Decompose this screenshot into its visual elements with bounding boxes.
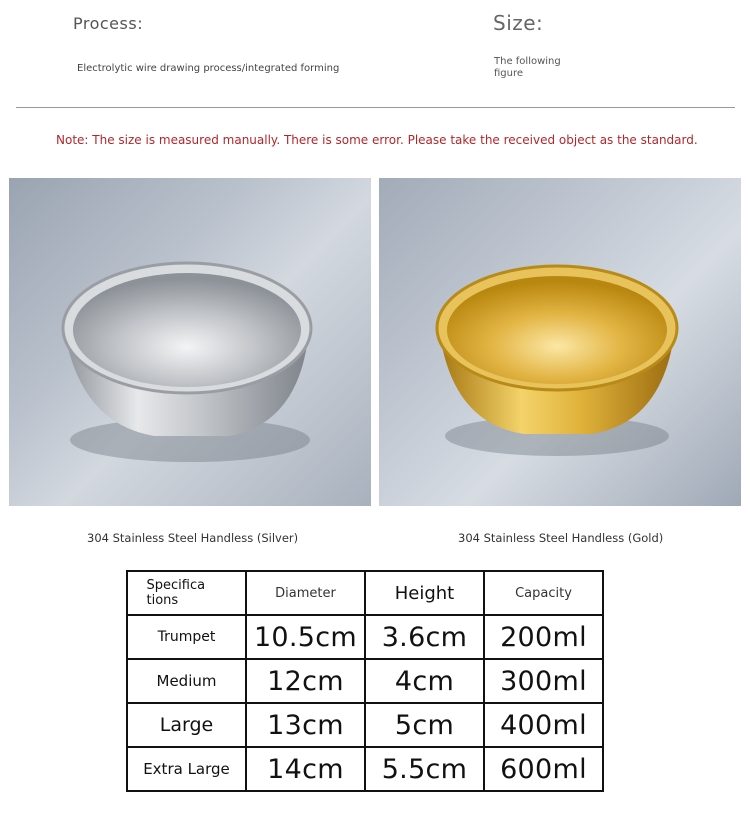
divider <box>16 107 735 108</box>
measurement-note: Note: The size is measured manually. There is some error. Please take the received object as the standard. <box>56 133 698 147</box>
gold-bowl-image <box>379 178 741 506</box>
size-name: Medium <box>127 659 246 703</box>
size-name: Trumpet <box>127 615 246 659</box>
height-value: 5.5cm <box>365 747 484 791</box>
size-value: The following figure <box>494 56 561 79</box>
table-row <box>127 615 603 659</box>
header-capacity: Capacity <box>484 571 603 615</box>
height-value: 3.6cm <box>365 615 484 659</box>
capacity-value: 300ml <box>484 659 603 703</box>
diameter-value: 13cm <box>246 703 365 747</box>
size-label: Size: <box>493 11 544 35</box>
gold-caption: 304 Stainless Steel Handless (Gold) <box>458 531 664 545</box>
diameter-value: 14cm <box>246 747 365 791</box>
height-value: 4cm <box>365 659 484 703</box>
diameter-value: 10.5cm <box>246 615 365 659</box>
header-diameter: Diameter <box>246 571 365 615</box>
size-name: Large <box>127 703 246 747</box>
table-row <box>127 703 603 747</box>
process-label: Process: <box>73 14 144 33</box>
table-row <box>127 747 603 791</box>
height-value: 5cm <box>365 703 484 747</box>
capacity-value: 400ml <box>484 703 603 747</box>
header-height: Height <box>365 571 484 615</box>
silver-caption: 304 Stainless Steel Handless (Silver) <box>87 531 299 545</box>
size-name: Extra Large <box>127 747 246 791</box>
capacity-value: 600ml <box>484 747 603 791</box>
diameter-value: 12cm <box>246 659 365 703</box>
silver-bowl-image <box>9 178 371 506</box>
table-row <box>127 659 603 703</box>
capacity-value: 200ml <box>484 615 603 659</box>
process-value: Electrolytic wire drawing process/integrated forming <box>77 63 340 74</box>
header-specifications: Specifica tions <box>127 571 246 615</box>
spec-table <box>126 570 604 792</box>
table-header-row <box>127 571 603 615</box>
